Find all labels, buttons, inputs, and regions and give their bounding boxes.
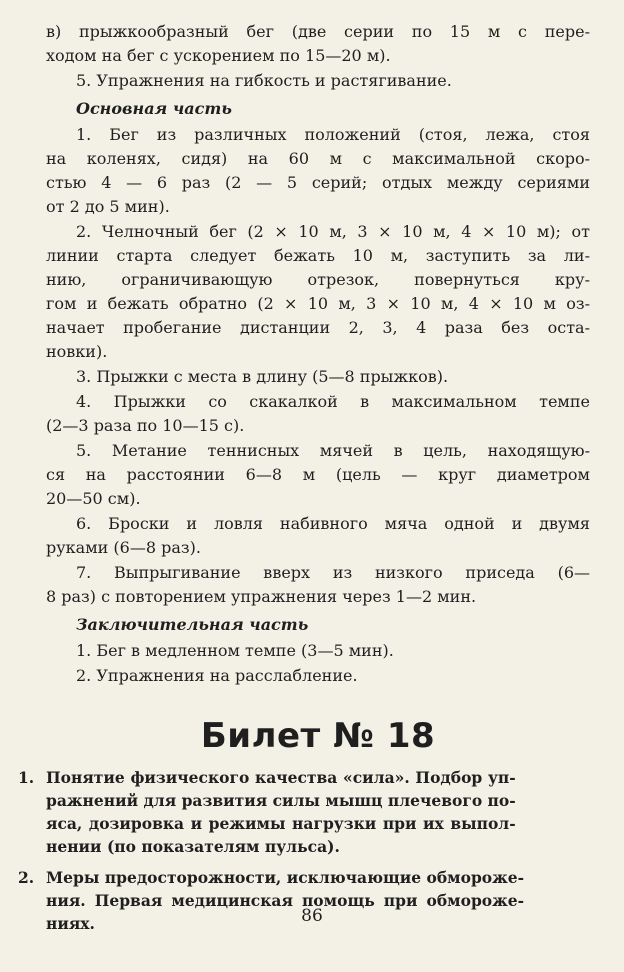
list-item: [46, 561, 590, 609]
text-line: нении (по показателям пульса).: [46, 837, 340, 856]
question-number: 1.: [18, 768, 35, 787]
text-line: на коленях, сидя) на 60 м с максимальной скоро-: [46, 149, 590, 168]
list-item: [46, 639, 590, 663]
text-line: в) прыжкообразный бег (две серии по 15 м с пере-: [46, 22, 590, 41]
list-item: [46, 512, 590, 560]
final-part-heading: Заключительная часть: [76, 615, 309, 634]
list-item: [46, 123, 590, 219]
text-line: ся на расстоянии 6—8 м (цель — круг диаметром: [46, 465, 590, 484]
text-line: Меры предосторожности, исключающие обмороже-: [46, 868, 525, 887]
list-item: [46, 365, 590, 389]
text-line: линии старта следует бежать 10 м, заступить за ли-: [46, 246, 590, 265]
intro-paragraph: [46, 20, 590, 68]
text-line: от 2 до 5 мин).: [46, 197, 170, 216]
text-line: 5. Упражнения на гибкость и растягивание.: [76, 71, 452, 90]
text-line: 2. Челночный бег (2 × 10 м, 3 × 10 м, 4 × 10 м); от: [76, 222, 590, 241]
text-line: ния. Первая медицинская помощь при обмороже-: [46, 891, 525, 910]
text-line: (2—3 раза по 10—15 с).: [46, 416, 245, 435]
question-number: 2.: [18, 868, 35, 887]
text-line: 6. Броски и ловля набивного мяча одной и двумя: [76, 514, 590, 533]
text-line: 4. Прыжки со скакалкой в максимальном темпе: [76, 392, 590, 411]
text-line: яса, дозировка и режимы нагрузки при их выпол-: [46, 814, 516, 833]
text-line: 5. Метание теннисных мячей в цель, находящую-: [76, 441, 590, 460]
final-part-list: [46, 639, 590, 688]
text-line: 7. Выпрыгивание вверх из низкого приседа (6—: [76, 563, 590, 582]
text-line: ниях.: [46, 914, 95, 933]
main-part-heading: Основная часть: [76, 99, 232, 118]
list-item: [46, 390, 590, 438]
text-line: 20—50 см).: [46, 489, 141, 508]
text-line: 3. Прыжки с места в длину (5—8 прыжков).: [76, 367, 449, 386]
ticket-title: Билет № 18: [200, 716, 436, 756]
text-line: стью 4 — 6 раз (2 — 5 серий; отдых между сериями: [46, 173, 590, 192]
text-line: начает пробегание дистанции 2, 3, 4 раза без оста-: [46, 318, 590, 337]
warmup-item-5: [46, 69, 590, 93]
question-text: [46, 766, 516, 858]
main-part-list: [46, 123, 590, 609]
page-number: 86: [301, 906, 323, 926]
list-item: [46, 664, 590, 688]
text-line: 8 раз) с повторением упражнения через 1—2 мин.: [46, 587, 477, 606]
text-line: 2. Упражнения на расслабление.: [76, 666, 358, 685]
text-line: 1. Бег из различных положений (стоя, лежа, стоя: [76, 125, 590, 144]
list-item: [46, 439, 590, 511]
text-line: нию, ограничивающую отрезок, повернуться кру-: [46, 270, 590, 289]
text-line: 1. Бег в медленном темпе (3—5 мин).: [76, 641, 394, 660]
text-line: ражнений для развития силы мышц плечевого по-: [46, 791, 516, 810]
text-line: гом и бежать обратно (2 × 10 м, 3 × 10 м, 4 × 10 м оз-: [46, 294, 590, 313]
text-line: новки).: [46, 342, 108, 361]
text-line: Понятие физического качества «сила». Подбор уп-: [46, 768, 516, 787]
text-line: руками (6—8 раз).: [46, 538, 201, 557]
text-line: ходом на бег с ускорением по 15—20 м).: [46, 46, 391, 65]
question-item: [18, 766, 590, 858]
list-item: [46, 220, 590, 364]
